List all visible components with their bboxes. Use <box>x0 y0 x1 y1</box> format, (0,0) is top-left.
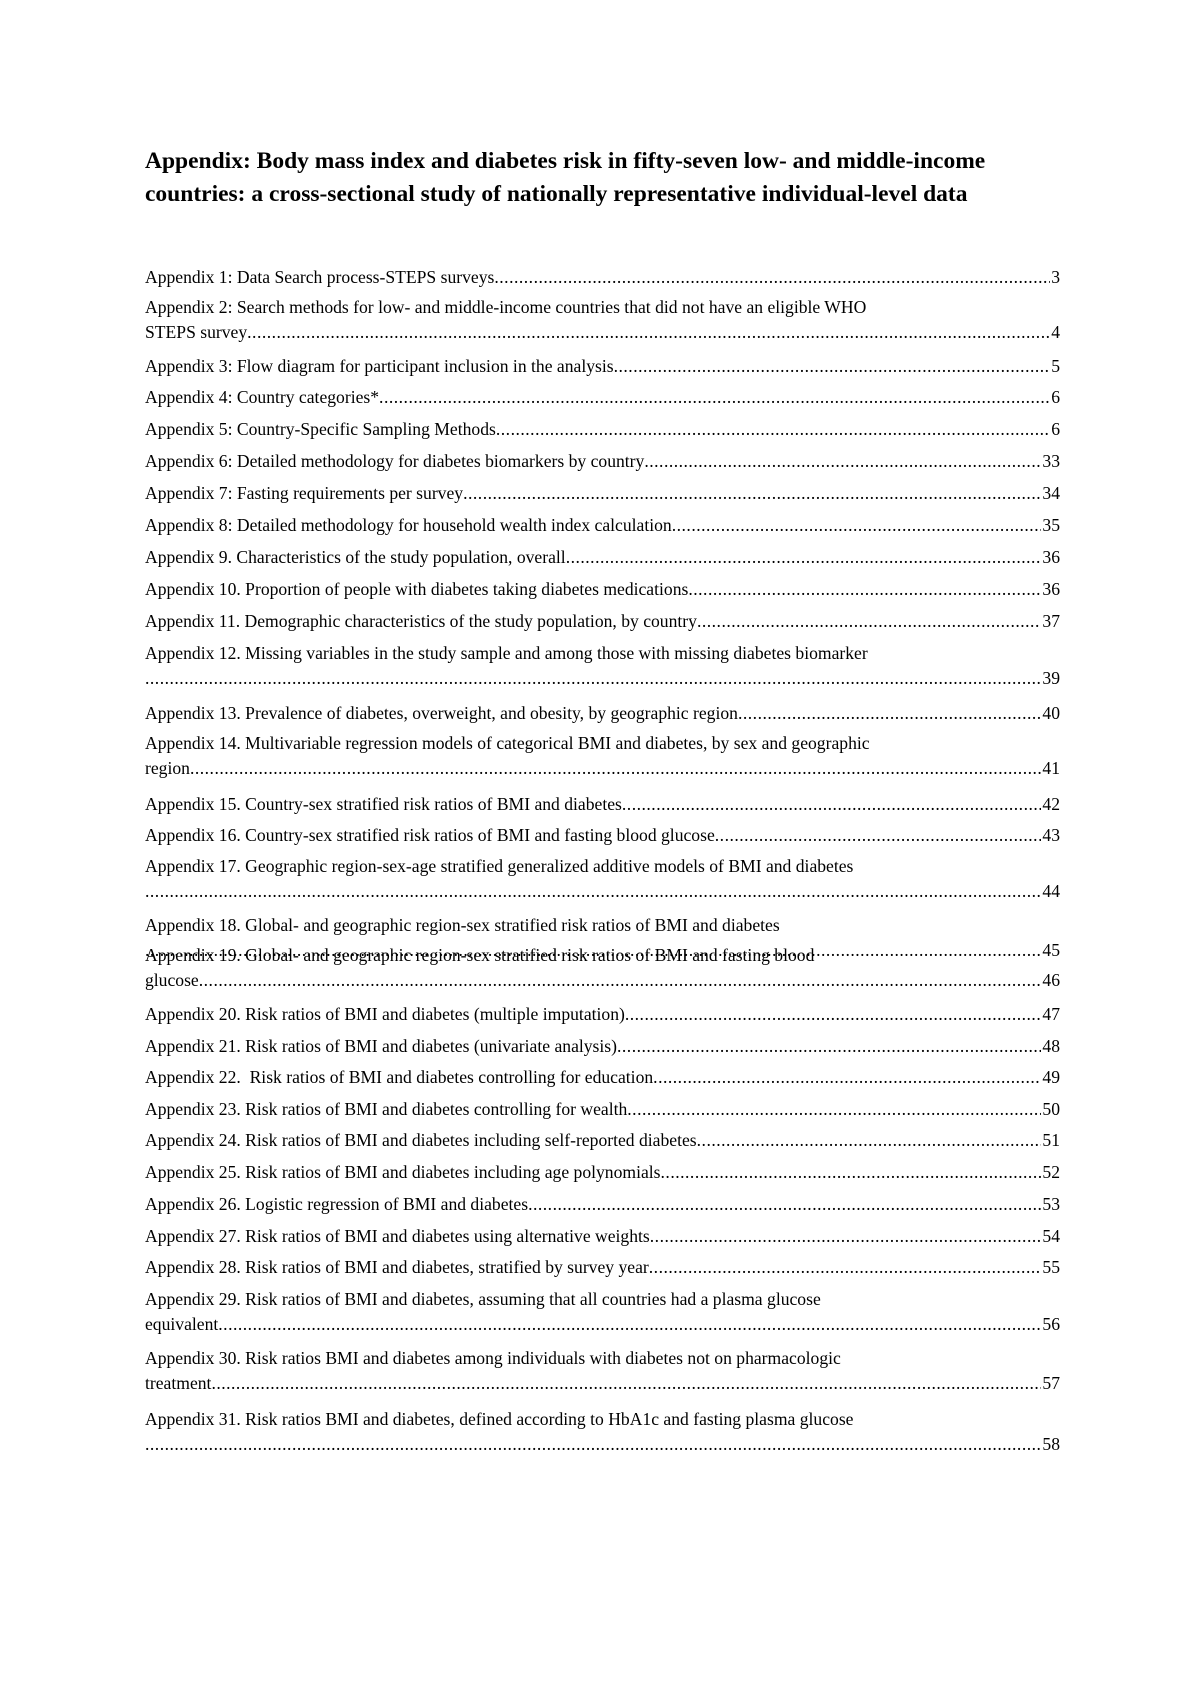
toc-dot-leader <box>218 1312 1041 1337</box>
toc-entry-line <box>145 792 1060 817</box>
toc-page-number: 5 <box>1051 356 1060 376</box>
toc-dot-leader <box>145 1432 1041 1457</box>
toc-page-number: 47 <box>1042 1004 1060 1024</box>
toc-page-number: 52 <box>1042 1162 1060 1182</box>
toc-entry-label: Appendix 10. Proportion of people with diabetes taking diabetes medications <box>145 579 689 599</box>
toc-entry[interactable] <box>145 449 1060 474</box>
toc-page-number: 40 <box>1042 703 1060 723</box>
toc-entry[interactable] <box>145 354 1060 379</box>
toc-entry-label-continued: glucose <box>145 970 199 990</box>
toc-entry-second-line <box>145 1312 1060 1337</box>
toc-entry[interactable] <box>145 1346 1060 1396</box>
toc-page-number: 50 <box>1042 1099 1060 1119</box>
toc-entry-label: Appendix 11. Demographic characteristics of the study population, by country <box>145 611 697 631</box>
toc-entry-second-line <box>145 1371 1060 1396</box>
toc-dot-leader <box>496 417 1050 442</box>
toc-entry-label: Appendix 3: Flow diagram for participant inclusion in the analysis <box>145 356 614 376</box>
toc-dot-leader <box>672 513 1042 538</box>
toc-entry-label: Appendix 17. Geographic region-sex-age stratified generalized additive models of BMI and diabetes <box>145 856 854 876</box>
toc-entry[interactable] <box>145 641 1060 691</box>
toc-dot-leader <box>463 481 1041 506</box>
toc-page-number: 46 <box>1042 970 1060 990</box>
toc-page-number: 36 <box>1042 579 1060 599</box>
toc-dot-leader <box>653 1065 1041 1090</box>
toc-page-number: 34 <box>1042 483 1060 503</box>
toc-entry-first-line <box>145 1287 1060 1312</box>
toc-entry-label: Appendix 15. Country-sex stratified risk ratios of BMI and diabetes <box>145 794 622 814</box>
toc-entry[interactable] <box>145 1192 1060 1217</box>
toc-dot-leader <box>211 1371 1041 1396</box>
toc-entry-label-continued: equivalent <box>145 1314 219 1334</box>
toc-dot-leader <box>145 666 1041 691</box>
toc-entry-label: Appendix 18. Global- and geographic region-sex stratified risk ratios of BMI and diabetes <box>145 915 780 935</box>
toc-entry-line <box>145 1255 1060 1280</box>
toc-page-number: 56 <box>1042 1314 1060 1334</box>
toc-dot-leader <box>199 968 1042 993</box>
toc-entry-label-continued: region <box>145 758 190 778</box>
toc-entry-line <box>145 1160 1060 1185</box>
toc-entry[interactable] <box>145 513 1060 538</box>
toc-entry-line <box>145 265 1060 290</box>
toc-entry-second-line <box>145 1432 1060 1457</box>
toc-entry-second-line <box>145 666 1060 691</box>
toc-page-number: 43 <box>1042 825 1060 845</box>
toc-entry[interactable] <box>145 417 1060 442</box>
toc-entry-label: Appendix 16. Country-sex stratified risk ratios of BMI and fasting blood glucose <box>145 825 715 845</box>
toc-page-number: 55 <box>1042 1257 1060 1277</box>
toc-entry-label: Appendix 25. Risk ratios of BMI and diabetes including age polynomials <box>145 1162 661 1182</box>
toc-page-number: 57 <box>1042 1373 1060 1393</box>
toc-entry-first-line <box>145 1346 1060 1371</box>
toc-page-number: 33 <box>1042 451 1060 471</box>
toc-dot-leader <box>247 320 1050 345</box>
toc-entry-first-line <box>145 295 1060 320</box>
toc-entry[interactable] <box>145 792 1060 817</box>
toc-entry-label: Appendix 8: Detailed methodology for household wealth index calculation <box>145 515 672 535</box>
toc-entry-label: Appendix 22. Risk ratios of BMI and diabetes controlling for education <box>145 1067 654 1087</box>
toc-dot-leader <box>688 577 1041 602</box>
toc-entry-label: Appendix 30. Risk ratios BMI and diabetes among individuals with diabetes not on pharmacologic <box>145 1348 841 1368</box>
toc-dot-leader <box>661 1160 1042 1185</box>
toc-entry[interactable] <box>145 1224 1060 1249</box>
toc-page-number: 6 <box>1051 387 1060 407</box>
toc-entry[interactable] <box>145 1407 1060 1457</box>
toc-page-number: 6 <box>1051 419 1060 439</box>
toc-dot-leader <box>644 449 1041 474</box>
toc-entry[interactable] <box>145 265 1060 290</box>
toc-entry-line <box>145 513 1060 538</box>
toc-entry[interactable] <box>145 481 1060 506</box>
toc-entry-label: Appendix 28. Risk ratios of BMI and diabetes, stratified by survey year <box>145 1257 649 1277</box>
toc-entry[interactable] <box>145 545 1060 570</box>
toc-dot-leader <box>528 1192 1041 1217</box>
toc-page-number: 3 <box>1051 267 1060 287</box>
toc-dot-leader <box>697 1128 1042 1153</box>
toc-entry-label: Appendix 9. Characteristics of the study population, overall <box>145 547 566 567</box>
toc-dot-leader <box>190 756 1041 781</box>
toc-entry-line <box>145 354 1060 379</box>
toc-entry-label-continued: treatment <box>145 1373 212 1393</box>
toc-entry[interactable] <box>145 609 1060 634</box>
toc-page-number: 51 <box>1042 1130 1060 1150</box>
toc-entry-label: Appendix 19. Global- and geographic region-sex stratified risk ratios of BMI and fasting blood <box>145 945 815 965</box>
toc-entry-label: Appendix 29. Risk ratios of BMI and diabetes, assuming that all countries had a plasma glucose <box>145 1289 821 1309</box>
toc-entry-label: Appendix 20. Risk ratios of BMI and diabetes (multiple imputation) <box>145 1004 625 1024</box>
toc-entry-first-line <box>145 913 1060 938</box>
toc-entry-line <box>145 701 1060 726</box>
toc-dot-leader <box>566 545 1042 570</box>
toc-page-number: 42 <box>1042 794 1060 814</box>
toc-page-number: 58 <box>1042 1434 1060 1454</box>
toc-page-number: 49 <box>1042 1067 1060 1087</box>
toc-entry[interactable] <box>145 823 1060 848</box>
toc-entry-label: Appendix 23. Risk ratios of BMI and diabetes controlling for wealth <box>145 1099 628 1119</box>
toc-page-number: 41 <box>1042 758 1060 778</box>
toc-dot-leader <box>145 879 1041 904</box>
toc-page-number: 44 <box>1042 881 1060 901</box>
toc-entry[interactable] <box>145 1287 1060 1337</box>
toc-dot-leader <box>738 701 1041 726</box>
toc-dot-leader <box>715 823 1042 848</box>
toc-entry-line <box>145 449 1060 474</box>
toc-entry-line <box>145 1192 1060 1217</box>
toc-entry-line <box>145 481 1060 506</box>
toc-entry-line <box>145 385 1060 410</box>
toc-entry-line <box>145 1034 1060 1059</box>
toc-entry[interactable] <box>145 1097 1060 1122</box>
toc-entry-line <box>145 1065 1060 1090</box>
toc-entry-label: Appendix 13. Prevalence of diabetes, overweight, and obesity, by geographic region <box>145 703 738 723</box>
toc-dot-leader <box>649 1255 1042 1280</box>
toc-entry-line <box>145 1002 1060 1027</box>
toc-entry-second-line <box>145 968 1060 993</box>
toc-entry-label: Appendix 12. Missing variables in the study sample and among those with missing diabetes biomarker <box>145 643 868 663</box>
toc-dot-leader <box>622 792 1042 817</box>
toc-dot-leader <box>625 1002 1042 1027</box>
toc-entry-first-line <box>145 854 1060 879</box>
toc-page-number: 54 <box>1042 1226 1060 1246</box>
toc-entry-first-line <box>145 731 1060 756</box>
toc-entry-line <box>145 577 1060 602</box>
toc-entry-line <box>145 1128 1060 1153</box>
toc-entry[interactable] <box>145 1034 1060 1059</box>
toc-entry[interactable] <box>145 701 1060 726</box>
toc-entry[interactable] <box>145 1160 1060 1185</box>
toc-dot-leader <box>627 1097 1041 1122</box>
toc-entry-line <box>145 823 1060 848</box>
toc-entry-label: Appendix 14. Multivariable regression models of categorical BMI and diabetes, by sex and geographic <box>145 733 870 753</box>
toc-entry-label: Appendix 21. Risk ratios of BMI and diabetes (univariate analysis) <box>145 1036 617 1056</box>
toc-entry-label: Appendix 24. Risk ratios of BMI and diabetes including self-reported diabetes <box>145 1130 697 1150</box>
toc-entry[interactable] <box>145 1255 1060 1280</box>
toc-entry[interactable] <box>145 731 1060 781</box>
toc-entry-label: Appendix 1: Data Search process-STEPS surveys <box>145 267 495 287</box>
toc-entry-first-line <box>145 641 1060 666</box>
toc-entry-label: Appendix 4: Country categories* <box>145 387 380 407</box>
toc-entry-line <box>145 545 1060 570</box>
toc-entry-label: Appendix 7: Fasting requirements per survey <box>145 483 464 503</box>
toc-page-number: 53 <box>1042 1194 1060 1214</box>
toc-entry-second-line <box>145 320 1060 345</box>
toc-entry[interactable] <box>145 1065 1060 1090</box>
toc-entry-label: Appendix 2: Search methods for low- and middle-income countries that did not have an eligible WHO <box>145 297 867 317</box>
document-title: Appendix: Body mass index and diabetes risk in fifty-seven low- and middle-income countries: a cross-sectional study of nationally representative individual-level data <box>145 148 986 207</box>
toc-dot-leader <box>494 265 1050 290</box>
toc-entry-line <box>145 609 1060 634</box>
toc-entry[interactable] <box>145 854 1060 904</box>
toc-entry[interactable] <box>145 1128 1060 1153</box>
toc-entry-label: Appendix 27. Risk ratios of BMI and diabetes using alternative weights <box>145 1226 650 1246</box>
toc-entry[interactable] <box>145 577 1060 602</box>
toc-page-number: 36 <box>1042 547 1060 567</box>
toc-page-number: 48 <box>1042 1036 1060 1056</box>
toc-entry-label: Appendix 5: Country-Specific Sampling Methods <box>145 419 496 439</box>
toc-entry-line <box>145 417 1060 442</box>
toc-entry[interactable] <box>145 385 1060 410</box>
toc-entry[interactable] <box>145 1002 1060 1027</box>
toc-page-number: 37 <box>1042 611 1060 631</box>
toc-page-number: 39 <box>1042 668 1060 688</box>
toc-dot-leader <box>650 1224 1042 1249</box>
toc-entry-first-line <box>145 943 1060 968</box>
toc-dot-leader <box>617 1034 1041 1059</box>
toc-dot-leader <box>379 385 1050 410</box>
toc-entry-second-line <box>145 756 1060 781</box>
toc-entry-label: Appendix 26. Logistic regression of BMI and diabetes <box>145 1194 529 1214</box>
toc-entry-label: Appendix 6: Detailed methodology for diabetes biomarkers by country <box>145 451 645 471</box>
toc-entry-first-line <box>145 1407 1060 1432</box>
toc-entry-label-continued: STEPS survey <box>145 322 248 342</box>
toc-page-number: 4 <box>1051 322 1060 342</box>
toc-entry-second-line <box>145 879 1060 904</box>
toc-entry-label: Appendix 31. Risk ratios BMI and diabetes, defined according to HbA1c and fasting plasma glucose <box>145 1409 854 1429</box>
toc-dot-leader <box>614 354 1051 379</box>
toc-entry[interactable] <box>145 295 1060 345</box>
toc-entry-line <box>145 1097 1060 1122</box>
toc-page-number: 45 <box>1042 940 1060 960</box>
toc-page-number: 35 <box>1042 515 1060 535</box>
toc-dot-leader <box>697 609 1041 634</box>
toc-entry[interactable] <box>145 943 1060 993</box>
toc-entry-line <box>145 1224 1060 1249</box>
